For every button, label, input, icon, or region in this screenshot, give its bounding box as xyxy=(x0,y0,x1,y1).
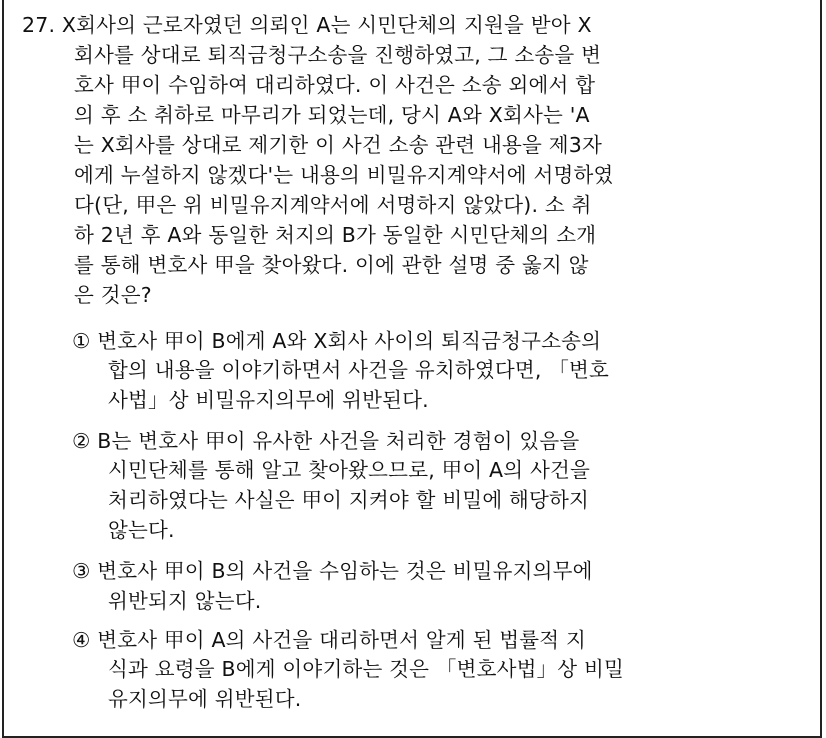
question-stem-line: 은 것은? xyxy=(74,283,152,307)
option-2-line: 시민단체를 통해 알고 찾아왔으므로, 甲이 A의 사건을 xyxy=(108,458,590,482)
option-marker: ② xyxy=(72,429,91,453)
option-4[interactable] xyxy=(72,627,586,653)
question-stem-text: X회사의 근로자였던 의뢰인 A는 시민단체의 지원을 받아 X xyxy=(61,13,592,37)
option-text: B는 변호사 甲이 유사한 사건을 처리한 경험이 있음을 xyxy=(97,429,580,453)
question-stem-line xyxy=(22,12,592,38)
question-stem-line: 회사를 상대로 퇴직금청구소송을 진행하였고, 그 소송을 변 xyxy=(74,43,602,67)
question-stem-line: 호사 甲이 수임하여 대리하였다. 이 사건은 소송 외에서 합 xyxy=(74,73,596,97)
option-marker: ③ xyxy=(72,559,91,583)
question-stem-line: 에게 누설하지 않겠다'는 내용의 비밀유지계약서에 서명하였 xyxy=(74,163,614,187)
option-text: 변호사 甲이 B의 사건을 수임하는 것은 비밀유지의무에 xyxy=(97,559,593,583)
question-stem-line: 의 후 소 취하로 마무리가 되었는데, 당시 A와 X회사는 'A xyxy=(74,103,590,127)
option-text: 변호사 甲이 A의 사건을 대리하면서 알게 된 법률적 지 xyxy=(97,628,587,652)
option-marker: ① xyxy=(72,329,91,353)
option-2-line: 처리하였다는 사실은 甲이 지켜야 할 비밀에 해당하지 xyxy=(108,488,590,512)
option-1-line: 사법」상 비밀유지의무에 위반된다. xyxy=(108,388,429,412)
option-4-line: 유지의무에 위반된다. xyxy=(108,687,302,711)
option-2[interactable] xyxy=(72,428,579,454)
question-stem-line: 는 X회사를 상대로 제기한 이 사건 소송 관련 내용을 제3자 xyxy=(74,133,602,157)
option-text: 변호사 甲이 B에게 A와 X회사 사이의 퇴직금청구소송의 xyxy=(97,329,602,353)
option-1-line: 합의 내용을 이야기하면서 사건을 유치하였다면, 「변호 xyxy=(108,358,610,382)
question-stem-line: 다(단, 甲은 위 비밀유지계약서에 서명하지 않았다). 소 취 xyxy=(74,193,592,217)
option-3[interactable] xyxy=(72,558,593,584)
option-4-line: 식과 요령을 B에게 이야기하는 것은 「변호사법」상 비밀 xyxy=(108,657,625,681)
option-1[interactable] xyxy=(72,328,601,354)
option-marker: ④ xyxy=(72,628,91,652)
question-stem-line: 하 2년 후 A와 동일한 처지의 B가 동일한 시민단체의 소개 xyxy=(74,223,597,247)
option-2-line: 않는다. xyxy=(108,518,175,542)
question-number: 27. xyxy=(22,13,56,37)
option-3-line: 위반되지 않는다. xyxy=(108,589,262,613)
question-stem-line: 를 통해 변호사 甲을 찾아왔다. 이에 관한 설명 중 옳지 않 xyxy=(74,253,589,277)
